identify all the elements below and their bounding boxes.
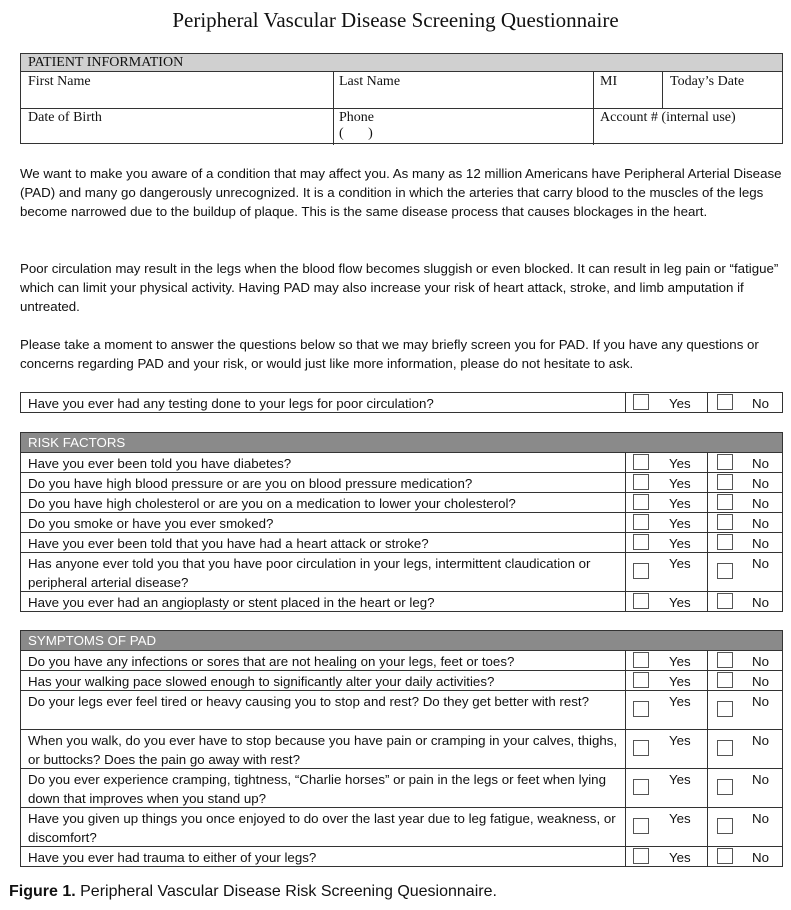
intro-paragraph: We want to make you aware of a condition that may affect you. As many as 12 million Americans have Peripheral Arterial Disease (PAD) and many go dangerously unrecognized. It is a condition in which the arteries that carry blood to the muscles of the legs become narrowed due to the buildup of plaque. This is the same disease process that causes blockages in the heart. xyxy=(20,166,782,219)
no-checkbox[interactable] xyxy=(717,563,733,579)
question-text: Has anyone ever told you that you have poor circulation in your legs, intermittent claudication or peripheral arterial disease? xyxy=(28,556,591,590)
divider xyxy=(625,453,626,472)
yes-checkbox[interactable] xyxy=(633,563,649,579)
symptoms-section xyxy=(20,630,783,867)
question-row xyxy=(21,730,782,769)
risk-factors-section xyxy=(20,432,783,612)
no-checkbox[interactable] xyxy=(717,593,733,609)
question-row xyxy=(21,533,782,553)
divider xyxy=(707,730,708,768)
circulation-paragraph: Poor circulation may result in the legs when the blood flow becomes sluggish or even blocked. It can result in leg pain or “fatigue” which can limit your physical activity. Having PAD may also increase your risk of heart attack, stroke, and limb amputation if untreated. xyxy=(20,261,779,314)
yes-label: Yes xyxy=(669,476,691,491)
divider xyxy=(662,72,663,108)
yes-label: Yes xyxy=(669,674,691,689)
no-checkbox[interactable] xyxy=(717,494,733,510)
figure-caption xyxy=(9,883,497,901)
no-label: No xyxy=(752,850,769,865)
divider xyxy=(707,592,708,611)
question-text: Do you smoke or have you ever smoked? xyxy=(28,516,274,531)
question-text: Have you ever had trauma to either of your legs? xyxy=(28,850,317,865)
dob-field[interactable]: Date of Birth xyxy=(28,110,102,125)
yes-label: Yes xyxy=(669,516,691,531)
no-label: No xyxy=(752,476,769,491)
yes-label: Yes xyxy=(669,396,691,411)
question-row xyxy=(21,671,782,691)
yes-label: Yes xyxy=(669,536,691,551)
question-text: Do you have high blood pressure or are you on blood pressure medication? xyxy=(28,476,473,491)
first-name-field[interactable]: First Name xyxy=(28,74,91,89)
question-text: Do you have high cholesterol or are you on a medication to lower your cholesterol? xyxy=(28,496,516,511)
yes-label: Yes xyxy=(669,733,691,748)
divider xyxy=(707,493,708,512)
divider xyxy=(707,847,708,866)
no-checkbox[interactable] xyxy=(717,474,733,490)
instructions-paragraph: Please take a moment to answer the questions below so that we may briefly screen you for PAD. If you have any questions or concerns regarding PAD and your risk, or would just like more information, please do not hesitate to ask. xyxy=(20,337,759,371)
question-row xyxy=(21,453,782,473)
divider xyxy=(625,847,626,866)
divider xyxy=(21,108,782,109)
divider xyxy=(625,651,626,670)
yes-checkbox[interactable] xyxy=(633,514,649,530)
no-checkbox[interactable] xyxy=(717,514,733,530)
yes-checkbox[interactable] xyxy=(633,454,649,470)
no-checkbox[interactable] xyxy=(717,848,733,864)
no-label: No xyxy=(752,674,769,689)
no-label: No xyxy=(752,595,769,610)
symptoms-header: SYMPTOMS OF PAD xyxy=(21,631,782,651)
yes-checkbox[interactable] xyxy=(633,740,649,756)
no-checkbox[interactable] xyxy=(717,652,733,668)
no-checkbox[interactable] xyxy=(717,701,733,717)
yes-label: Yes xyxy=(669,595,691,610)
divider xyxy=(707,513,708,532)
last-name-field[interactable]: Last Name xyxy=(339,74,401,89)
divider xyxy=(333,72,334,145)
divider xyxy=(707,473,708,492)
question-text: Do you ever experience cramping, tightness, “Charlie horses” or pain in the legs or feet when lying down that improves when you stand up? xyxy=(28,772,606,806)
divider xyxy=(707,553,708,591)
question-row xyxy=(21,473,782,493)
todays-date-field[interactable]: Today’s Date xyxy=(670,74,745,89)
mi-field[interactable]: MI xyxy=(600,74,618,89)
no-label: No xyxy=(752,536,769,551)
no-label: No xyxy=(752,396,769,411)
question-row xyxy=(21,651,782,671)
phone-field[interactable]: Phone xyxy=(339,110,374,125)
divider xyxy=(707,808,708,846)
question-row xyxy=(21,513,782,533)
question-row xyxy=(21,808,782,847)
yes-checkbox[interactable] xyxy=(633,779,649,795)
question-row xyxy=(21,769,782,808)
yes-checkbox[interactable] xyxy=(633,672,649,688)
caption-label: Figure 1. xyxy=(9,883,76,900)
caption-text: Peripheral Vascular Disease Risk Screening Quesionnaire. xyxy=(75,883,497,900)
yes-label: Yes xyxy=(669,456,691,471)
yes-label: Yes xyxy=(669,496,691,511)
divider xyxy=(625,393,626,412)
risk-factors-rows xyxy=(21,453,782,611)
account-field: Account # (internal use) xyxy=(600,110,736,125)
question-row xyxy=(21,691,782,730)
question-text: Have you given up things you once enjoyed to do over the last year due to leg fatigue, weakness, or discomfort? xyxy=(28,811,616,845)
no-label: No xyxy=(752,456,769,471)
no-checkbox[interactable] xyxy=(717,454,733,470)
no-checkbox[interactable] xyxy=(717,394,733,410)
divider xyxy=(625,473,626,492)
question-row xyxy=(21,847,782,866)
divider xyxy=(707,651,708,670)
divider xyxy=(707,691,708,729)
yes-checkbox[interactable] xyxy=(633,701,649,717)
yes-label: Yes xyxy=(669,654,691,669)
no-checkbox[interactable] xyxy=(717,779,733,795)
page-title: Peripheral Vascular Disease Screening Questionnaire xyxy=(172,8,619,32)
no-label: No xyxy=(752,516,769,531)
risk-factors-header: RISK FACTORS xyxy=(21,433,782,453)
divider xyxy=(625,671,626,690)
divider xyxy=(625,513,626,532)
divider xyxy=(707,533,708,552)
yes-checkbox[interactable] xyxy=(633,818,649,834)
no-checkbox[interactable] xyxy=(717,534,733,550)
divider xyxy=(625,808,626,846)
question-text: Do you have any infections or sores that are not healing on your legs, feet or toes? xyxy=(28,654,515,669)
yes-checkbox[interactable] xyxy=(633,593,649,609)
yes-checkbox[interactable] xyxy=(633,652,649,668)
divider xyxy=(625,691,626,729)
question-row xyxy=(20,392,783,413)
divider xyxy=(707,769,708,807)
no-checkbox[interactable] xyxy=(717,740,733,756)
phone-area-code[interactable]: ( ) xyxy=(339,126,373,141)
question-text: Have you ever been told you have diabetes? xyxy=(28,456,292,471)
patient-info-header: PATIENT INFORMATION xyxy=(21,54,782,72)
question-row xyxy=(21,592,782,611)
yes-checkbox[interactable] xyxy=(633,474,649,490)
divider xyxy=(707,671,708,690)
yes-label: Yes xyxy=(669,694,691,709)
question-row xyxy=(21,553,782,592)
no-label: No xyxy=(752,694,769,709)
divider xyxy=(625,533,626,552)
question-text: Do your legs ever feel tired or heavy causing you to stop and rest? Do they get better with rest? xyxy=(28,694,589,709)
no-label: No xyxy=(752,496,769,511)
question-text: Has your walking pace slowed enough to significantly alter your daily activities? xyxy=(28,674,495,689)
question-text: Have you ever had an angioplasty or stent placed in the heart or leg? xyxy=(28,595,435,610)
no-checkbox[interactable] xyxy=(717,818,733,834)
divider xyxy=(625,493,626,512)
symptoms-rows xyxy=(21,651,782,866)
question-text: When you walk, do you ever have to stop because you have pain or cramping in your calves, thighs, or buttocks? Does the pain go away with rest? xyxy=(28,733,618,767)
divider xyxy=(707,393,708,412)
yes-checkbox[interactable] xyxy=(633,534,649,550)
yes-label: Yes xyxy=(669,850,691,865)
yes-label: Yes xyxy=(669,811,691,826)
no-label: No xyxy=(752,556,769,571)
divider xyxy=(625,769,626,807)
no-label: No xyxy=(752,654,769,669)
no-label: No xyxy=(752,811,769,826)
yes-label: Yes xyxy=(669,772,691,787)
divider xyxy=(593,72,594,145)
divider xyxy=(625,553,626,591)
no-checkbox[interactable] xyxy=(717,672,733,688)
no-label: No xyxy=(752,772,769,787)
yes-checkbox[interactable] xyxy=(633,394,649,410)
question-text: Have you ever been told that you have had a heart attack or stroke? xyxy=(28,536,429,551)
divider xyxy=(625,730,626,768)
patient-info-table xyxy=(20,53,783,144)
yes-label: Yes xyxy=(669,556,691,571)
divider xyxy=(625,592,626,611)
yes-checkbox[interactable] xyxy=(633,494,649,510)
question-text: Have you ever had any testing done to your legs for poor circulation? xyxy=(28,396,434,411)
divider xyxy=(707,453,708,472)
yes-checkbox[interactable] xyxy=(633,848,649,864)
no-label: No xyxy=(752,733,769,748)
question-row xyxy=(21,493,782,513)
